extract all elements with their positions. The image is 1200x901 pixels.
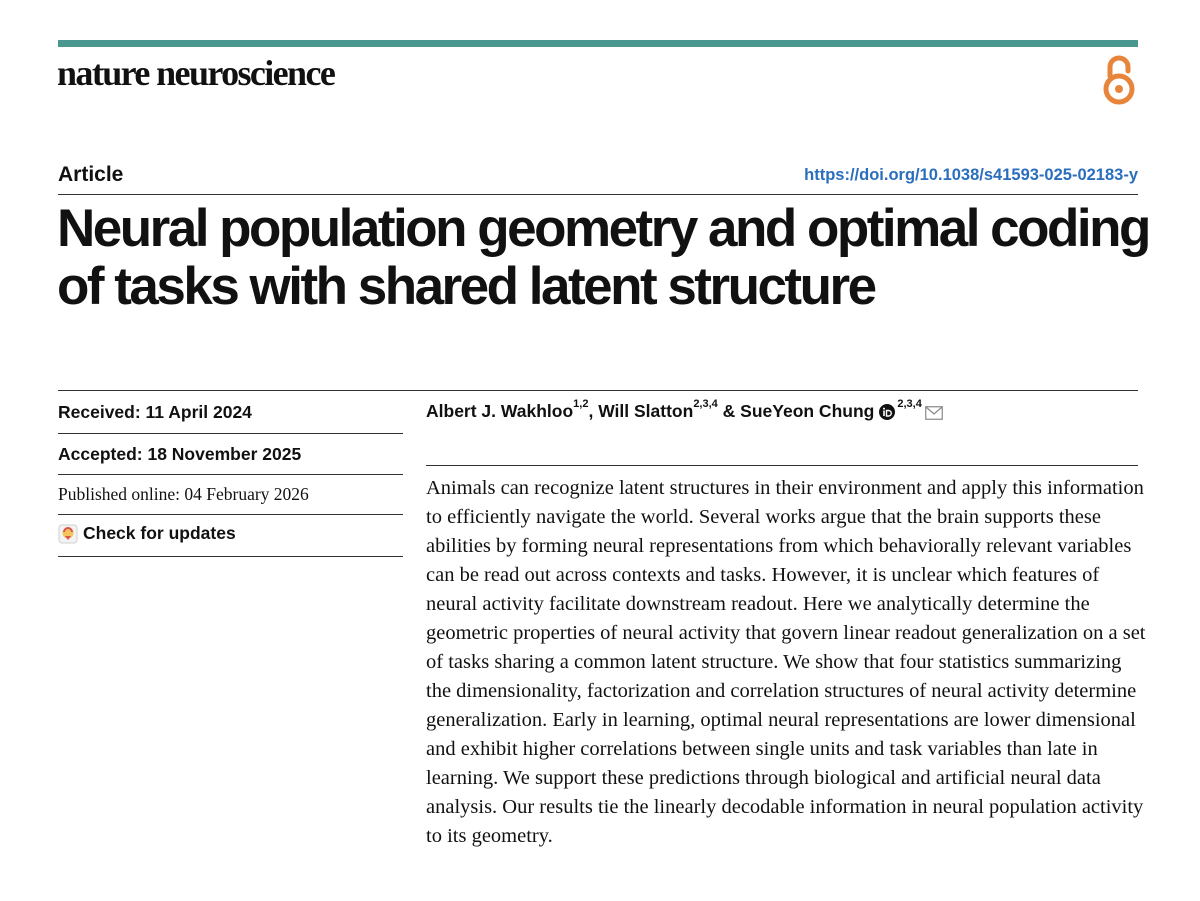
author-name[interactable]: Will Slatton — [598, 401, 694, 421]
accepted-date: Accepted: 18 November 2025 — [58, 444, 302, 464]
divider — [58, 194, 1138, 195]
check-for-updates-icon — [58, 524, 78, 544]
received-date: Received: 11 April 2024 — [58, 402, 252, 422]
divider — [58, 474, 403, 475]
orcid-icon[interactable] — [879, 404, 895, 420]
published-date: Published online: 04 February 2026 — [58, 484, 309, 504]
author-affiliations: 1,2 — [573, 398, 589, 410]
divider — [58, 556, 403, 557]
journal-name[interactable]: nature neuroscience — [57, 53, 335, 93]
article-title: Neural population geometry and optimal coding of tasks with shared latent structure — [57, 199, 1149, 316]
author-separator: , — [588, 401, 599, 421]
check-for-updates-button[interactable] — [58, 523, 236, 544]
check-for-updates-label: Check for updates — [83, 523, 236, 543]
open-access-lock-icon — [1101, 54, 1137, 106]
divider — [58, 433, 403, 434]
author-name[interactable]: SueYeon Chung — [740, 401, 875, 421]
author-affiliations: 2,3,4 — [897, 398, 922, 410]
author-list — [426, 398, 943, 422]
mail-icon[interactable] — [925, 406, 943, 420]
divider — [426, 465, 1138, 466]
author-affiliations: 2,3,4 — [693, 398, 718, 410]
divider — [58, 514, 403, 515]
author-name[interactable]: Albert J. Wakhloo — [426, 401, 574, 421]
journal-color-bar — [58, 40, 1138, 47]
article-type: Article — [58, 163, 124, 186]
author-separator: & — [717, 401, 741, 421]
divider — [58, 390, 1138, 391]
abstract-text: Animals can recognize latent structures in their environment and apply this information to efficiently navigate the world. Several works argue that the brain supports these abilities by forming neural representations from which behaviorally relevant variables can be read out across contexts and tasks. However, it is unclear which features of neural activity facilitate downstream readout. Here we analytically determine the geometric properties of neural activity that govern linear readout generalization on a set of tasks sharing a common latent structure. We show that four statistics summarizing the dimensionality, factorization and correlation structures of neural activity determine generalization. Early in learning, optimal neural representations are lower dimensional and exhibit higher correlations between single units and task variables than late in learning. We support these predictions through biological and artificial neural data analysis. Our results tie the linearly decodable information in neural population activity to its geometry. — [426, 477, 1146, 847]
doi-link[interactable]: https://doi.org/10.1038/s41593-025-02183-y — [804, 166, 1138, 184]
